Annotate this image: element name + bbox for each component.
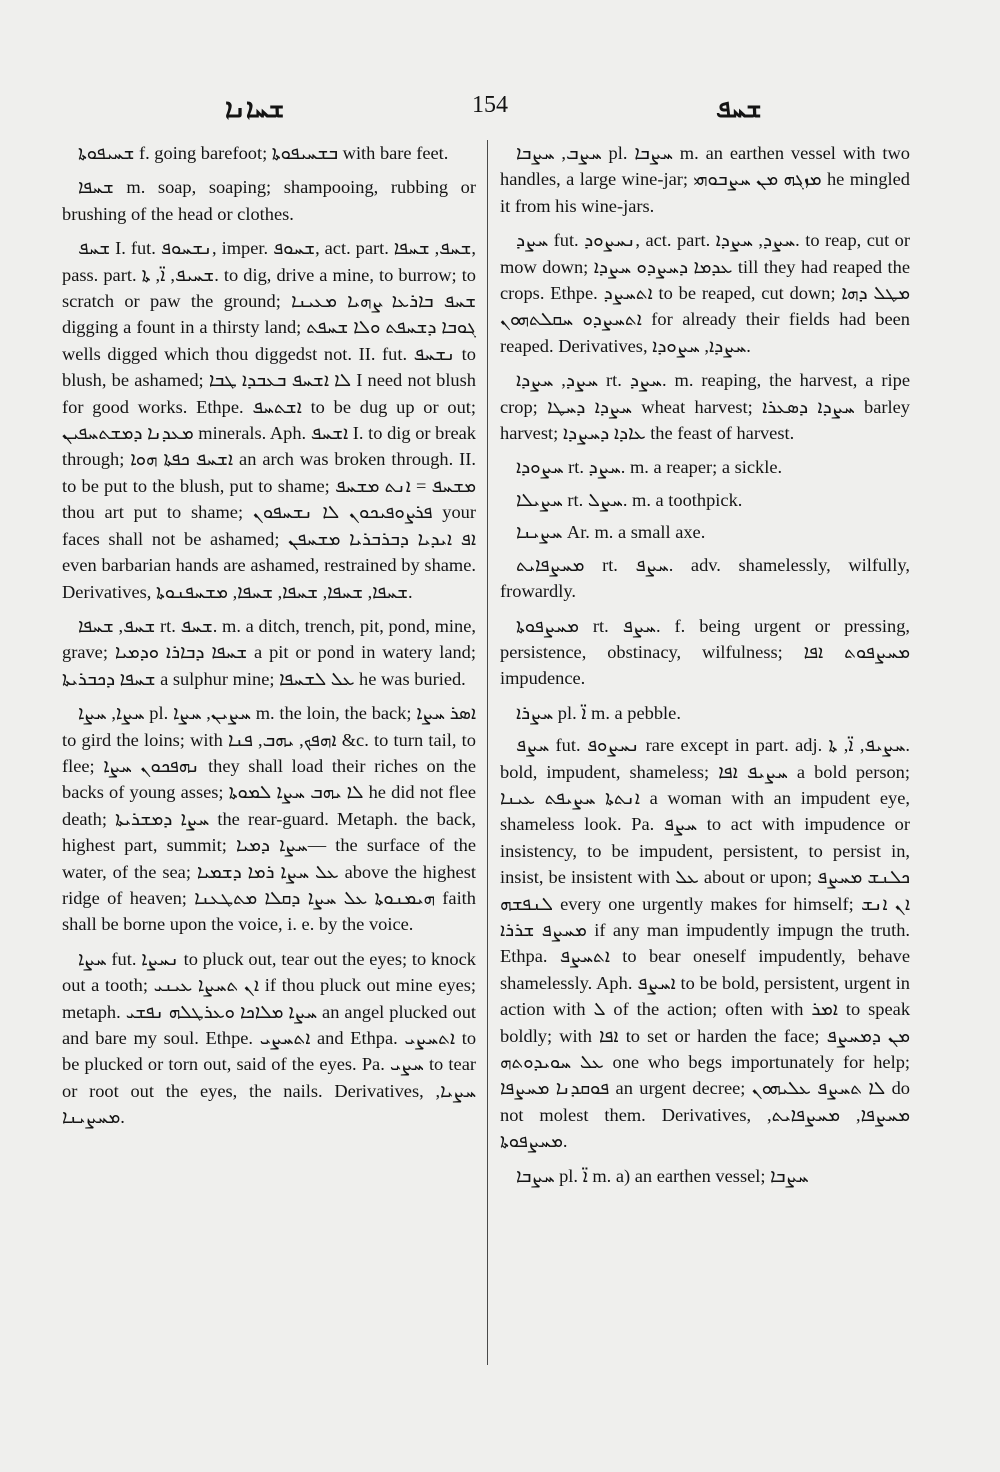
dictionary-entry: ܚܨܘܕܐ rt. ܚܨܕ. m. a reaper; a sickle. xyxy=(516,457,783,478)
dictionary-entry: ܡܚܨܦܘܬܐ rt. ܚܨܦ. f. being urgent or pressing, persistence, obstinacy, wilfulness; ܡܚܨܦܘܬ ܐܦܐ impudence. xyxy=(500,615,911,689)
dictionary-entry: ܚܨܒܐ pl. ܐ̈ m. a) an earthen vessel; ܚܨܒܐ xyxy=(516,1165,809,1186)
dictionary-entry: ܡܚܨܦܐܝܬ rt. ܚܨܦ. adv. shamelessly, wilfully, frowardly. xyxy=(500,554,910,602)
right-running-headword: ܫܚܦ xyxy=(716,94,762,123)
dictionary-entry: ܫܚܦܐ m. soap, soaping; shampooing, rubbing or brushing of the head or clothes. xyxy=(62,177,476,224)
dictionary-entry: ܚܨܪܐ pl. ܐ̈ m. a pebble. xyxy=(516,702,681,723)
page-number: 154 xyxy=(472,92,508,118)
dictionary-entry: ܚܨܝܠܐ rt. ܚܨܠ. m. a toothpick. xyxy=(516,489,743,510)
dictionary-entry: ܚܨܦ fut. ܢܚܨܘܦ rare except in part. adj. ܚܨܝܦ, ܐ̈, ܬܐ. bold, impudent, shameless; ܚܨܝܦ ܐܦܐ a bold person; ܐܢܬܬܐ ܚܨܝܦܬ ܥܝܢܐ a woman with an impudent eye, shameless look. Pa. ܚܨܦ to act with impudence or insistency, to be impudent, persistent, to persist in, insist, be insistent with ܥܠ about or upon; ܟܠܢܫ ܡܚܨܦ ܠܢܦܫܗ every one urgently makes for himself; ܐܢ ܐܢܫ ܡܚܨܦ ܫܪܪܐ if any man impudently impugn the truth. Ethpa. ܐܬܚܨܦ to bear oneself impudently, behave shamelessly. Aph. ܐܚܨܦ to be bold, persistent, urgent in action with ܠ of the action; often with ܐܡܪ to speak boldly; with ܐܦܐ to set or harden the face; ܡܢ ܕܡܚܨܦ ܥܠ ܚܘܝܕܘܬܗ one who begs importunately for help; ܦܘܩܕܢܐ ܡܚܨܦܐ an urgent decree; ܠܐ ܬܚܨܦ ܥܠܝܗܘܢ do not molest them. Derivatives, ܡܚܨܦܐ, ܡܚܨܦܐܝܬ, ܡܚܨܦܘܬܐ. xyxy=(500,735,911,1152)
dictionary-entry: ܫܚܦ, ܫܚܦܐ rt. ܫܚܦ. m. a ditch, trench, pit, pond, mine, grave; ܫܚܦܐ ܕܒܐܪܐ ܘܕܡܝܐ a pit or pond in watery land; ܫܚܦܐ ܕܟܒܪܝܬܐ a sulphur mine; ܥܠ ܠܫܚܦܐ he was buried. xyxy=(62,615,476,689)
left-column xyxy=(62,140,476,1139)
dictionary-entry: ܚܨܐ, ܚܨܐ pl. ܚܨܝܢ, ܚܨܐ m. the loin, the back; ܐܣܪ ܚܨܐ to gird the loins; with ܐܗܦܟ, ܝܗܒ, ܦܢܐ &c. to turn tail, to flee; ܢܗܦܟܘܢ ܚܨܐ they shall load their riches on the backs of young asses; ܠܐ ܝܗܒ ܚܨܐ ܠܡܘܬܐ he did not flee death; ܚܨܐ ܕܡܫܪܝܬܐ the rear-guard. Metaph. the back, highest part, summit; ܚܨܐ ܕܡܝܐ— the surface of the water, of the sea; ܥܠ ܚܨܐ ܪܡܐ ܕܫܡܝܐ above the highest ridge of heaven; ܗܝܡܢܘܬܐ ܥܠ ܚܨܐ ܕܩܠܐ ܡܬܛܥܢܐ faith shall be borne upon the voice, i. e. by the voice. xyxy=(62,703,476,935)
column-divider xyxy=(487,140,488,1365)
dictionary-entry: ܚܨܐ fut. ܢܚܨܐ to pluck out, tear out the eyes; to knock out a tooth; ܐܢ ܬܚܨܐ ܥܝܢܝ if thou pluck out mine eyes; metaph. ܚܨܐ ܡܠܐܟܐ ܘܥܪܛܠܗ ܢܦܫܝ an angel plucked out and bare my soul. Ethpe. ܐܬܚܨܝ and Ethpa. ܐܬܚܨܝ to be plucked or torn out, said of the eyes. Pa. ܚܨܝ to tear or root out the eyes, the nails. Derivatives, ܚܨܝܐ, ܡܚܨܝܢܐ. xyxy=(62,948,477,1128)
dictionary-entry: ܚܨܕ, ܚܨܕܐ rt. ܚܨܕ. m. reaping, the harvest, a ripe crop; ܚܨܕܐ ܕܚܛܐ wheat harvest; ܚܨܕܐ ܕܣܥܪܐ barley harvest; ܥܐܕܐ ܕܚܨܕܐ the feast of harvest. xyxy=(500,370,910,444)
page-header xyxy=(0,92,1000,128)
dictionary-entry: ܫܚܝܦܘܬܐ f. going barefoot; ܒܫܚܝܦܘܬܐ with bare feet. xyxy=(78,143,449,163)
dictionary-entry: ܚܨܝܢܐ Ar. m. a small axe. xyxy=(516,522,706,543)
dictionary-entry: ܚܨܒ, ܚܨܒܐ pl. ܚܨܒܐ m. an earthen vessel with two handles, a large wine-jar; ܡܙܓܗ ܡܢ ܚܨܒܘܗܝ he mingled it from his wine-jars. xyxy=(500,143,910,216)
right-column xyxy=(500,140,910,1197)
left-running-headword: ܫܚܐܢܐ xyxy=(225,94,285,123)
dictionary-entry: ܚܨܕ fut. ܢܚܨܘܕ, act. part. ܚܨܕ, ܚܨܕܐ. to reap, cut or mow down; ܥܕܡܐ ܕܚܨܕܘ ܚܨܕܐ till they had reaped the crops. Ethpe. ܐܬܚܨܕ to be reaped, cut down; ܡܛܠ ܕܗܐ ܐܬܚܨܕܘ ܚܩܠܬܗܘܢ for already their fields had been reaped. Derivatives, ܚܨܕܐ, ܚܨܘܕܐ. xyxy=(500,230,911,356)
dictionary-entry: ܫܚܦ I. fut. ܢܫܚܘܦ, imper. ܫܚܘܦ, act. part. ܫܚܦ, ܫܚܦܐ, pass. part. ܫܚܝܦ, ܐ̈, ܬܐ. to dig, drive a mine, to burrow; to scratch or paw the ground; ܫܚܦ ܒܐܪܥܐ ܨܗܝܐ ܡܥܝܢܐ digging a fount in a thirsty land; ܓܘܒܐ ܕܫܚܦܬ ܘܠܐ ܫܚܦܬ wells digged which thou diggedst not. II. fut. ܢܫܚܦ to blush, be ashamed; ܠܐ ܐܫܚܦ ܒܥܒܕܐ ܛܒܐ I need not blush for good works. Ethpe. ܐܫܬܚܦ to be dug up or out; ܡܥܕܢܐ ܕܡܫܬܚܦܝܢ minerals. Aph. ܐܫܚܦ I. to dig or break through; ܐܫܚܦ ܟܦܬܐ ܗܘܐ an arch was broken through. II. to be put to the blush, put to shame; ܡܫܚܦ = ܐܢܬ ܡܫܚܦ thou art put to shame; ܦܪܨܘܦܝܟܘܢ ܠܐ ܢܫܚܦܘܢ your faces shall not be ashamed; ܐܦ ܐܝܕܝܐ ܕܒܪܒܪܝܐ ܡܫܚܦܢ even barbarian hands are ashamed, restrained by shame. Derivatives, ܫܚܦܐ, ܫܚܦܐ, ܫܚܦܐ, ܫܚܦܐ, ܡܫܚܦܢܘܬܐ. xyxy=(62,238,477,602)
